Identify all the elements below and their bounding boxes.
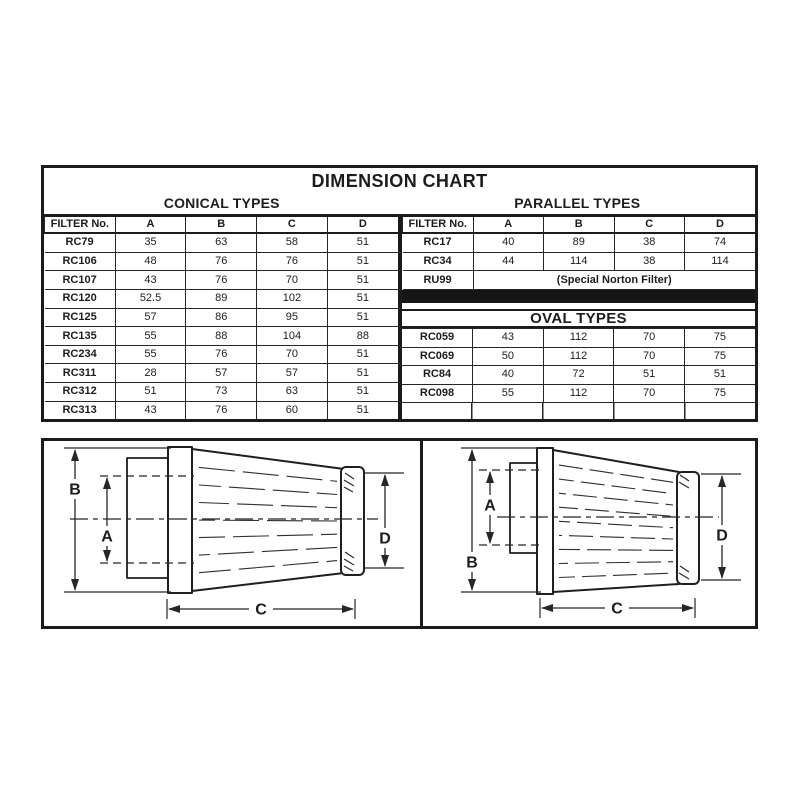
filter-number-cell: RC098: [402, 384, 473, 403]
dim-b-cell: 114: [544, 252, 615, 271]
filter-number-cell: RC84: [402, 366, 473, 385]
column-header: D: [685, 217, 756, 233]
dim-c-cell: 38: [614, 233, 685, 252]
dim-b-cell: 89: [544, 233, 615, 252]
dim-c-cell: 57: [257, 364, 328, 383]
column-header: C: [257, 217, 328, 233]
filter-number-cell: RC107: [45, 271, 116, 290]
dimension-label-c: C: [255, 601, 267, 619]
column-header: A: [473, 217, 544, 233]
dim-c-cell: 102: [257, 290, 328, 309]
dim-a-cell: 43: [115, 271, 186, 290]
filter-number-cell: RC059: [402, 329, 473, 348]
column-header: B: [544, 217, 615, 233]
table-row: [45, 401, 399, 419]
dim-a-cell: 40: [473, 366, 544, 385]
empty-cells-filler: [402, 403, 755, 419]
column-header: B: [186, 217, 257, 233]
section-divider-bar: [402, 290, 755, 303]
column-header: FILTER No.: [45, 217, 116, 233]
dim-d-cell: 75: [684, 329, 755, 348]
dim-c-cell: 70: [257, 271, 328, 290]
filter-number-cell: RC120: [45, 290, 116, 309]
dimension-label-d: D: [716, 527, 728, 545]
filter-number-cell: RC106: [45, 252, 116, 271]
dim-a-cell: 28: [115, 364, 186, 383]
dim-d-cell: 51: [684, 366, 755, 385]
dim-a-cell: 43: [115, 401, 186, 419]
filter-number-cell: RC313: [45, 401, 116, 419]
page-title: DIMENSION CHART: [311, 171, 488, 191]
mounting-flange: [537, 448, 553, 594]
dim-b-cell: 89: [186, 290, 257, 309]
filter-number-cell: RC069: [402, 347, 473, 366]
filter-number-cell: RC135: [45, 327, 116, 346]
right-filter-drawing: [423, 441, 755, 626]
table-row: [45, 345, 399, 364]
dim-a-cell: 52.5: [115, 290, 186, 309]
dim-a-cell: 51: [115, 383, 186, 402]
dim-d-cell: 51: [327, 252, 398, 271]
table-row: [45, 383, 399, 402]
dim-a-cell: 50: [473, 347, 544, 366]
dimension-chart-block: [41, 165, 758, 422]
table-row: [402, 384, 755, 403]
dim-d-cell: 114: [685, 252, 756, 271]
dim-d-cell: 51: [327, 271, 398, 290]
types-title-row: [44, 195, 755, 214]
table-row: [403, 233, 756, 252]
filter-number-cell: RU99: [403, 271, 474, 290]
parallel-filter-diagram: [423, 441, 755, 626]
dim-a-cell: 43: [473, 329, 544, 348]
dimension-label-a: A: [101, 528, 113, 546]
dim-b-cell: 57: [186, 364, 257, 383]
dim-a-cell: 55: [115, 345, 186, 364]
chart-body: [44, 214, 755, 419]
dimension-label-a: A: [484, 497, 496, 515]
parallel-oval-section: [402, 217, 755, 419]
dim-a-cell: 57: [115, 308, 186, 327]
conical-types-title: CONICAL TYPES: [163, 195, 280, 211]
dim-a-cell: 55: [473, 384, 544, 403]
column-header-row: [45, 217, 399, 233]
end-cap: [677, 472, 699, 584]
dim-d-cell: 51: [327, 308, 398, 327]
dim-b-cell: 73: [186, 383, 257, 402]
table-row: [45, 271, 399, 290]
table-row: [45, 252, 399, 271]
dim-d-cell: 51: [327, 290, 398, 309]
dim-b-cell: 112: [543, 347, 614, 366]
dim-b-cell: 86: [186, 308, 257, 327]
cone-body: [553, 450, 679, 592]
dim-d-cell: 51: [327, 233, 398, 252]
mounting-flange: [168, 447, 192, 593]
dim-c-cell: 76: [257, 252, 328, 271]
filter-number-cell: RC312: [45, 383, 116, 402]
drawings-block: [41, 438, 758, 629]
filter-number-cell: RC311: [45, 364, 116, 383]
dim-d-cell: 74: [685, 233, 756, 252]
left-filter-drawing: [44, 441, 420, 626]
dim-d-cell: 88: [327, 327, 398, 346]
dim-b-cell: 112: [543, 329, 614, 348]
table-row: [402, 347, 755, 366]
special-filter-row: [403, 271, 756, 290]
special-note-cell: (Special Norton Filter): [473, 271, 755, 290]
table-row: [403, 252, 756, 271]
filter-number-cell: RC34: [403, 252, 474, 271]
dim-d-cell: 51: [327, 345, 398, 364]
dim-c-cell: 38: [614, 252, 685, 271]
dim-b-cell: 72: [543, 366, 614, 385]
column-header: FILTER No.: [403, 217, 474, 233]
oval-table: [402, 328, 755, 403]
oval-types-title: OVAL TYPES: [402, 309, 755, 328]
parallel-table: [402, 217, 755, 290]
dim-c-cell: 70: [614, 384, 685, 403]
dim-a-cell: 55: [115, 327, 186, 346]
table-row: [45, 364, 399, 383]
dim-c-cell: 70: [614, 347, 685, 366]
dimension-label-b: B: [69, 481, 81, 499]
dim-a-cell: 48: [115, 252, 186, 271]
table-row: [402, 366, 755, 385]
dim-a-cell: 40: [473, 233, 544, 252]
dim-c-cell: 70: [614, 329, 685, 348]
dim-c-cell: 104: [257, 327, 328, 346]
filter-number-cell: RC234: [45, 345, 116, 364]
dim-b-cell: 76: [186, 252, 257, 271]
dimension-label-d: D: [379, 530, 391, 548]
conical-table: [44, 217, 398, 419]
inlet-neck: [510, 463, 537, 553]
dim-c-cell: 60: [257, 401, 328, 419]
column-header: C: [614, 217, 685, 233]
dimension-label-c: C: [611, 600, 623, 618]
table-row: [45, 290, 399, 309]
dim-d-cell: 51: [327, 364, 398, 383]
dimension-label-b: B: [466, 554, 478, 572]
conical-section: [44, 217, 398, 419]
dim-c-cell: 58: [257, 233, 328, 252]
dim-b-cell: 76: [186, 401, 257, 419]
dim-b-cell: 76: [186, 271, 257, 290]
table-row: [45, 308, 399, 327]
dim-d-cell: 75: [684, 347, 755, 366]
filter-number-cell: RC79: [45, 233, 116, 252]
table-row: [402, 329, 755, 348]
dim-c-cell: 51: [614, 366, 685, 385]
column-header-row: [403, 217, 756, 233]
dim-c-cell: 70: [257, 345, 328, 364]
dim-b-cell: 63: [186, 233, 257, 252]
conical-filter-diagram: [44, 441, 420, 626]
dim-d-cell: 75: [684, 384, 755, 403]
dim-d-cell: 51: [327, 383, 398, 402]
table-row: [45, 327, 399, 346]
dim-b-cell: 112: [543, 384, 614, 403]
dim-a-cell: 35: [115, 233, 186, 252]
dim-d-cell: 51: [327, 401, 398, 419]
column-header: A: [115, 217, 186, 233]
table-row: [45, 233, 399, 252]
column-header: D: [327, 217, 398, 233]
filter-number-cell: RC17: [403, 233, 474, 252]
dim-c-cell: 95: [257, 308, 328, 327]
dim-a-cell: 44: [473, 252, 544, 271]
filter-number-cell: RC125: [45, 308, 116, 327]
dim-c-cell: 63: [257, 383, 328, 402]
dim-b-cell: 88: [186, 327, 257, 346]
parallel-types-title: PARALLEL TYPES: [514, 195, 641, 211]
dim-b-cell: 76: [186, 345, 257, 364]
